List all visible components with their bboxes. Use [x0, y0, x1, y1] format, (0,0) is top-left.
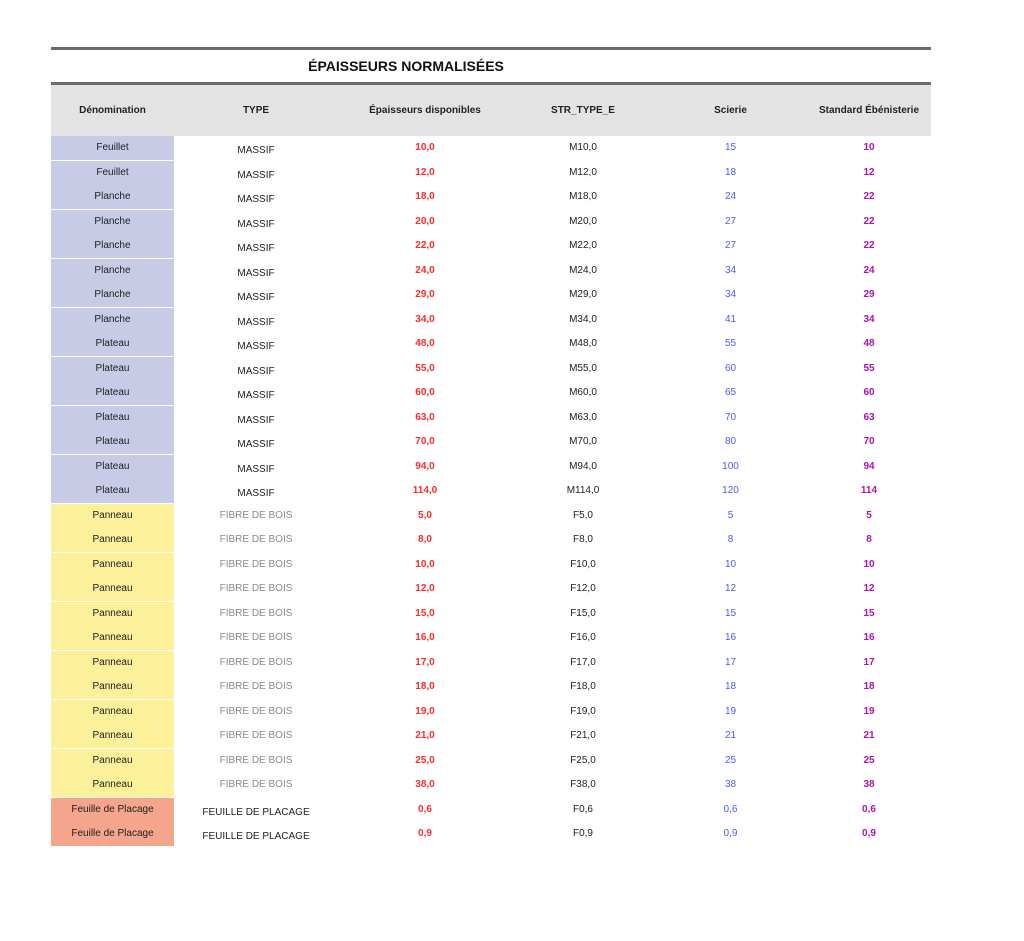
- cell-epaisseur: 22,0: [415, 240, 435, 252]
- cell-scierie: 34: [724, 264, 737, 276]
- cell-type: FIBRE DE BOIS: [219, 583, 293, 595]
- cell-standard: 16: [863, 632, 875, 644]
- cell-type: FIBRE DE BOIS: [219, 779, 293, 791]
- cell-str-type-e: M63,0: [569, 411, 597, 423]
- cell-standard: 22: [863, 240, 875, 252]
- table-row: [51, 602, 931, 627]
- cell-denomination: Panneau: [51, 773, 174, 797]
- header-epaisseurs: Épaisseurs disponibles: [369, 105, 481, 116]
- cell-scierie: 10: [724, 558, 737, 570]
- cell-str-type-e: M20,0: [569, 215, 597, 227]
- cell-denomination: Feuillet: [51, 161, 174, 185]
- header-scierie: Scierie: [714, 105, 747, 116]
- cell-type: FIBRE DE BOIS: [219, 509, 293, 521]
- cell-type: MASSIF: [237, 145, 275, 157]
- table-row: [51, 700, 931, 725]
- table-title: ÉPAISSEURS NORMALISÉES: [308, 58, 504, 74]
- cell-type: MASSIF: [237, 316, 275, 328]
- cell-standard: 60: [863, 387, 875, 399]
- cell-scierie: 5: [727, 509, 734, 521]
- cell-str-type-e: F21,0: [570, 730, 596, 742]
- cell-str-type-e: M94,0: [569, 460, 597, 472]
- table-row: [51, 577, 931, 602]
- cell-str-type-e: M24,0: [569, 264, 597, 276]
- cell-epaisseur: 18,0: [415, 681, 435, 693]
- cell-str-type-e: F5,0: [572, 509, 593, 521]
- cell-str-type-e: M60,0: [569, 387, 597, 399]
- cell-scierie: 65: [724, 387, 737, 399]
- cell-denomination: Planche: [51, 283, 174, 307]
- cell-str-type-e: M10,0: [569, 142, 597, 154]
- cell-denomination: Panneau: [51, 749, 174, 773]
- cell-type: MASSIF: [237, 169, 275, 181]
- cell-denomination: Panneau: [51, 626, 174, 650]
- cell-denomination: Planche: [51, 234, 174, 258]
- cell-epaisseur: 16,0: [415, 632, 435, 644]
- cell-type: MASSIF: [237, 414, 275, 426]
- header-str-type-e: STR_TYPE_E: [551, 105, 615, 116]
- cell-type: FEUILLE DE PLACAGE: [202, 831, 310, 843]
- cell-str-type-e: F18,0: [570, 681, 596, 693]
- cell-epaisseur: 55,0: [415, 362, 435, 374]
- cell-type: FIBRE DE BOIS: [219, 754, 293, 766]
- cell-scierie: 27: [724, 215, 737, 227]
- table-row: [51, 724, 931, 749]
- cell-type: MASSIF: [237, 439, 275, 451]
- cell-standard: 5: [866, 509, 872, 521]
- cell-epaisseur: 12,0: [415, 166, 435, 178]
- cell-str-type-e: F38,0: [570, 779, 596, 791]
- cell-scierie: 38: [724, 779, 737, 791]
- cell-denomination: Plateau: [51, 455, 174, 479]
- cell-str-type-e: F17,0: [570, 656, 596, 668]
- cell-epaisseur: 38,0: [415, 779, 435, 791]
- cell-standard: 0,9: [862, 828, 876, 840]
- cell-type: FIBRE DE BOIS: [219, 607, 293, 619]
- cell-str-type-e: M12,0: [569, 166, 597, 178]
- cell-type: FIBRE DE BOIS: [219, 705, 293, 717]
- cell-scierie: 24: [724, 191, 737, 203]
- cell-str-type-e: F25,0: [570, 754, 596, 766]
- header-row: [51, 85, 931, 136]
- cell-standard: 70: [863, 436, 875, 448]
- cell-standard: 17: [863, 656, 875, 668]
- table-row: [51, 749, 931, 774]
- cell-str-type-e: M70,0: [569, 436, 597, 448]
- cell-scierie: 0,6: [723, 803, 738, 815]
- cell-epaisseur: 34,0: [415, 313, 435, 325]
- cell-standard: 38: [863, 779, 875, 791]
- cell-str-type-e: F19,0: [570, 705, 596, 717]
- table-body: [51, 136, 931, 847]
- cell-type: MASSIF: [237, 218, 275, 230]
- cell-scierie: 12: [724, 583, 737, 595]
- cell-type: FIBRE DE BOIS: [219, 656, 293, 668]
- cell-epaisseur: 0,9: [418, 828, 432, 840]
- table-row: [51, 504, 931, 529]
- cell-denomination: Panneau: [51, 577, 174, 601]
- table-row: [51, 528, 931, 553]
- cell-denomination: Feuille de Placage: [51, 822, 174, 846]
- cell-str-type-e: M29,0: [569, 289, 597, 301]
- cell-scierie: 19: [724, 705, 737, 717]
- cell-str-type-e: F0,9: [572, 828, 593, 840]
- cell-type: MASSIF: [237, 341, 275, 353]
- cell-standard: 10: [863, 558, 875, 570]
- cell-standard: 0,6: [862, 803, 876, 815]
- header-type: TYPE: [242, 105, 270, 116]
- header-denomination: Dénomination: [79, 105, 146, 116]
- cell-standard: 18: [863, 681, 875, 693]
- cell-scierie: 120: [722, 485, 739, 497]
- cell-epaisseur: 114,0: [412, 485, 438, 497]
- cell-scierie: 25: [724, 754, 737, 766]
- cell-type: FIBRE DE BOIS: [219, 632, 293, 644]
- cell-type: MASSIF: [237, 292, 275, 304]
- cell-standard: 22: [863, 191, 875, 203]
- cell-type: MASSIF: [237, 463, 275, 475]
- cell-denomination: Panneau: [51, 504, 174, 528]
- cell-type: FEUILLE DE PLACAGE: [202, 806, 310, 818]
- cell-standard: 63: [863, 411, 875, 423]
- cell-scierie: 17: [724, 656, 737, 668]
- cell-type: MASSIF: [237, 488, 275, 500]
- cell-str-type-e: F15,0: [570, 607, 596, 619]
- header-standard: Standard Ébénisterie: [818, 105, 920, 116]
- cell-standard: 114: [860, 485, 878, 497]
- cell-epaisseur: 0,6: [418, 803, 432, 815]
- cell-scierie: 18: [724, 166, 737, 178]
- cell-standard: 94: [863, 460, 875, 472]
- cell-denomination: Plateau: [51, 381, 174, 405]
- cell-type: MASSIF: [237, 194, 275, 206]
- cell-standard: 34: [863, 313, 875, 325]
- cell-epaisseur: 15,0: [415, 607, 435, 619]
- cell-denomination: Feuille de Placage: [51, 798, 174, 822]
- cell-scierie: 41: [724, 313, 737, 325]
- cell-epaisseur: 17,0: [415, 656, 435, 668]
- table-row: [51, 651, 931, 676]
- cell-standard: 8: [866, 534, 872, 546]
- cell-epaisseur: 70,0: [415, 436, 435, 448]
- cell-epaisseur: 63,0: [415, 411, 435, 423]
- cell-denomination: Planche: [51, 210, 174, 234]
- cell-scierie: 0,9: [723, 828, 738, 840]
- cell-standard: 25: [863, 754, 875, 766]
- cell-epaisseur: 10,0: [415, 558, 435, 570]
- cell-standard: 24: [863, 264, 875, 276]
- cell-type: MASSIF: [237, 390, 275, 402]
- table-row: [51, 626, 931, 651]
- cell-type: FIBRE DE BOIS: [219, 681, 293, 693]
- cell-denomination: Panneau: [51, 528, 174, 552]
- cell-scierie: 100: [722, 460, 739, 472]
- cell-scierie: 15: [724, 607, 737, 619]
- cell-standard: 15: [863, 607, 875, 619]
- table-row: [51, 479, 931, 504]
- table-row: [51, 822, 931, 847]
- cell-epaisseur: 94,0: [415, 460, 435, 472]
- cell-str-type-e: F12,0: [570, 583, 596, 595]
- cell-denomination: Plateau: [51, 406, 174, 430]
- cell-type: FIBRE DE BOIS: [219, 534, 293, 546]
- cell-type: MASSIF: [237, 365, 275, 377]
- cell-denomination: Plateau: [51, 332, 174, 356]
- cell-str-type-e: M18,0: [569, 191, 597, 203]
- cell-epaisseur: 21,0: [415, 730, 435, 742]
- cell-str-type-e: M34,0: [569, 313, 597, 325]
- cell-str-type-e: M55,0: [569, 362, 597, 374]
- cell-denomination: Plateau: [51, 357, 174, 381]
- cell-epaisseur: 12,0: [415, 583, 435, 595]
- cell-denomination: Feuillet: [51, 136, 174, 160]
- cell-scierie: 27: [724, 240, 737, 252]
- cell-epaisseur: 29,0: [415, 289, 435, 301]
- cell-denomination: Panneau: [51, 651, 174, 675]
- cell-scierie: 18: [724, 681, 737, 693]
- cell-epaisseur: 8,0: [418, 534, 432, 546]
- cell-str-type-e: F10,0: [570, 558, 596, 570]
- cell-denomination: Panneau: [51, 602, 174, 626]
- cell-type: MASSIF: [237, 267, 275, 279]
- cell-type: FIBRE DE BOIS: [219, 730, 293, 742]
- cell-scierie: 8: [727, 534, 734, 546]
- cell-denomination: Panneau: [51, 700, 174, 724]
- cell-denomination: Plateau: [51, 430, 174, 454]
- cell-str-type-e: M48,0: [569, 338, 597, 350]
- cell-scierie: 21: [724, 730, 737, 742]
- cell-type: MASSIF: [237, 243, 275, 255]
- cell-epaisseur: 20,0: [415, 215, 435, 227]
- cell-str-type-e: F0,6: [572, 803, 593, 815]
- cell-scierie: 15: [724, 142, 737, 154]
- cell-standard: 55: [863, 362, 875, 374]
- cell-epaisseur: 10,0: [415, 142, 435, 154]
- cell-standard: 29: [863, 289, 875, 301]
- cell-epaisseur: 60,0: [415, 387, 435, 399]
- cell-type: FIBRE DE BOIS: [219, 558, 293, 570]
- cell-standard: 10: [863, 142, 875, 154]
- cell-denomination: Planche: [51, 308, 174, 332]
- cell-standard: 22: [863, 215, 875, 227]
- cell-denomination: Panneau: [51, 553, 174, 577]
- cell-standard: 12: [863, 166, 875, 178]
- cell-str-type-e: M114,0: [566, 485, 600, 497]
- cell-epaisseur: 18,0: [415, 191, 435, 203]
- cell-scierie: 70: [724, 411, 737, 423]
- cell-denomination: Planche: [51, 185, 174, 209]
- cell-denomination: Plateau: [51, 479, 174, 503]
- spreadsheet-table: [51, 47, 931, 847]
- cell-epaisseur: 48,0: [415, 338, 435, 350]
- cell-epaisseur: 5,0: [418, 509, 432, 521]
- table-row: [51, 675, 931, 700]
- cell-epaisseur: 24,0: [415, 264, 435, 276]
- cell-scierie: 60: [724, 362, 737, 374]
- cell-epaisseur: 19,0: [415, 705, 435, 717]
- table-row: [51, 553, 931, 578]
- cell-str-type-e: F16,0: [570, 632, 596, 644]
- cell-scierie: 34: [724, 289, 737, 301]
- cell-epaisseur: 25,0: [415, 754, 435, 766]
- cell-denomination: Planche: [51, 259, 174, 283]
- cell-scierie: 80: [724, 436, 737, 448]
- cell-standard: 12: [863, 583, 875, 595]
- cell-standard: 21: [863, 730, 875, 742]
- cell-standard: 19: [863, 705, 875, 717]
- cell-str-type-e: F8,0: [572, 534, 593, 546]
- cell-scierie: 16: [724, 632, 737, 644]
- cell-standard: 48: [863, 338, 875, 350]
- cell-str-type-e: M22,0: [569, 240, 597, 252]
- cell-denomination: Panneau: [51, 675, 174, 699]
- cell-denomination: Panneau: [51, 724, 174, 748]
- cell-scierie: 55: [724, 338, 737, 350]
